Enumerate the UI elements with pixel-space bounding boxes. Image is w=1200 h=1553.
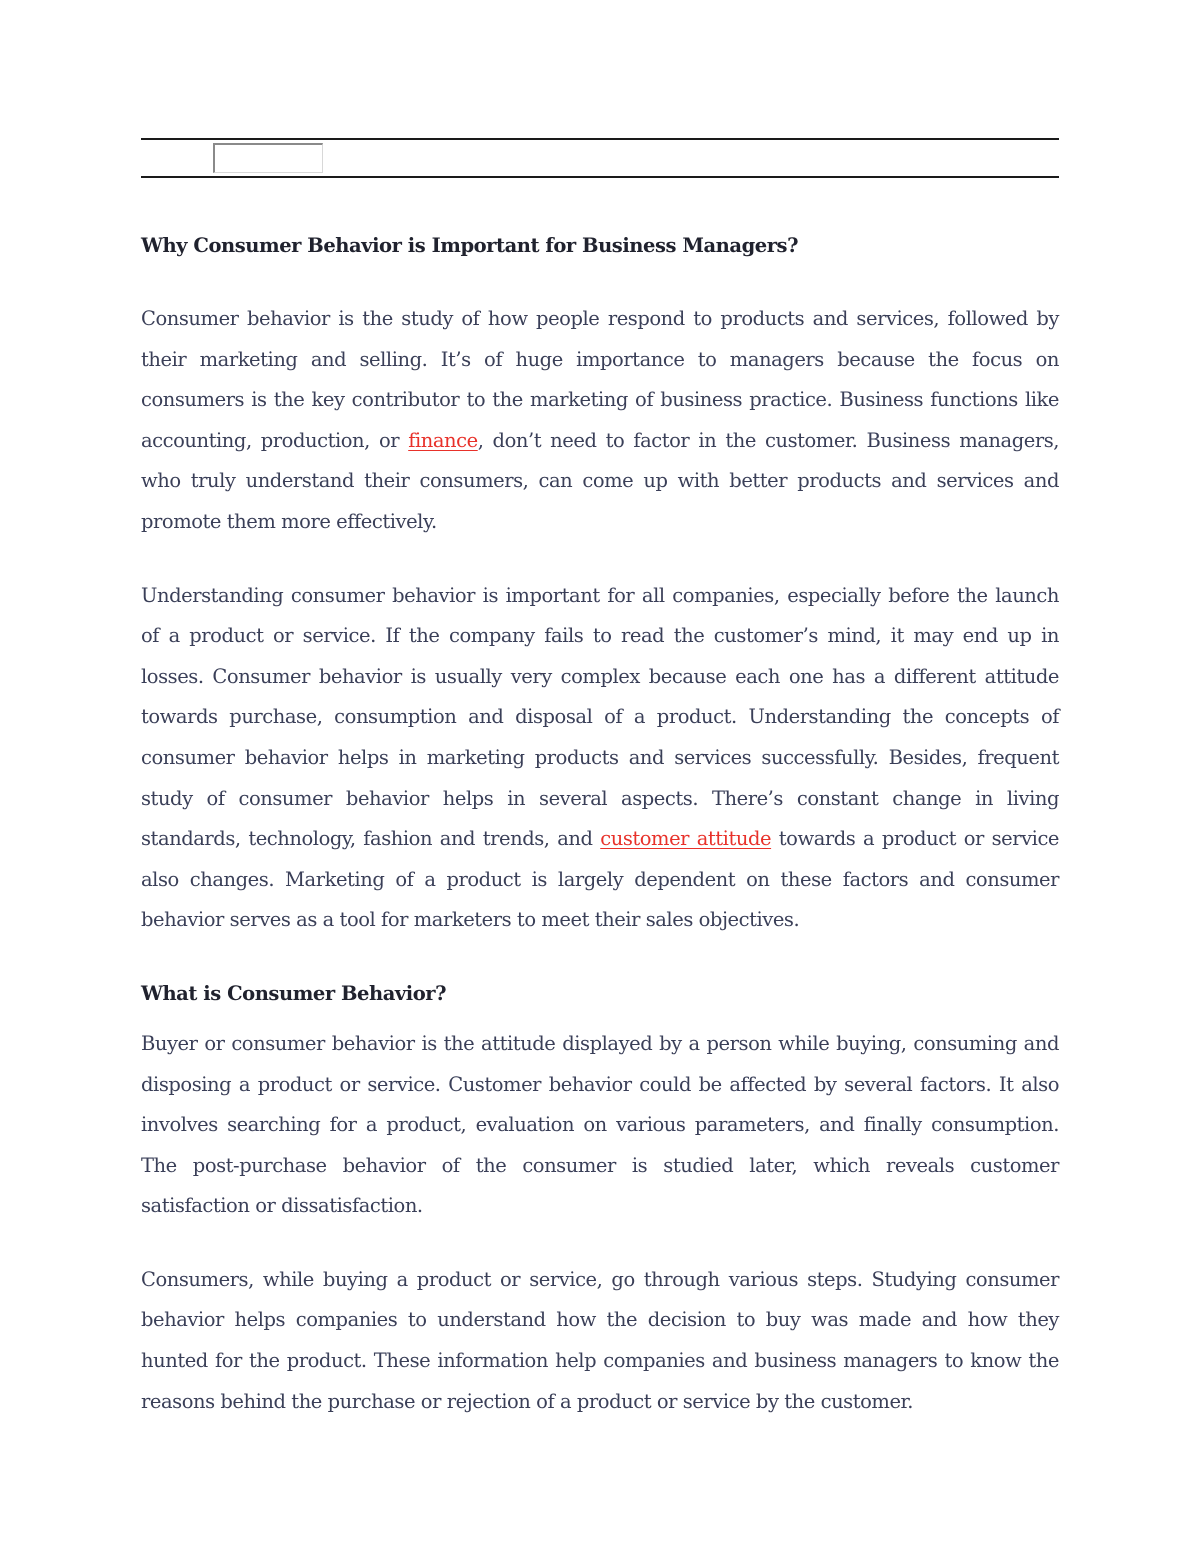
customer-attitude-link[interactable]: customer attitude <box>600 827 772 851</box>
paragraph-text: , don’t need to factor in the customer. Business managers, who truly understand their consumers, can come up with better products and services and promote them more effectively. <box>141 428 1059 533</box>
finance-link[interactable]: finance <box>408 428 478 452</box>
header-empty-box <box>213 143 323 173</box>
paragraph-understanding <box>141 576 1059 941</box>
paragraph-text: Understanding consumer behavior is important for all companies, especially before the launch of a product or service. If the company fails to read the customer’s mind, it may end up in losses. Consumer behavior is usually very complex because each one has a different attitude towards purchase, consumption and disposal of a product. Understanding the concepts of consumer behavior helps in marketing products and services successfully. Besides, frequent study of consumer behavior helps in several aspects. There’s constant change in living standards, technology, fashion and trends, and <box>141 583 1059 851</box>
paragraph-text: towards a product or service also changes. Marketing of a product is largely dependent on these factors and consumer behavior serves as a tool for marketers to meet their sales objectives. <box>141 827 1060 932</box>
bottom-rule <box>141 176 1059 178</box>
header-band <box>141 138 1059 178</box>
paragraph-consumer-steps: Consumers, while buying a product or service, go through various steps. Studying consumer behavior helps companies to understand how the decision to buy was made and how they hunted for the product. These information help companies and business managers to know the reasons behind the purchase or rejection of a product or service by the customer. <box>141 1267 1059 1413</box>
document-content <box>141 226 1059 1422</box>
paragraph-definition <box>141 299 1059 543</box>
section-heading-what-is: What is Consumer Behavior? <box>141 981 447 1005</box>
paragraph-buyer-behavior: Buyer or consumer behavior is the attitude displayed by a person while buying, consuming and disposing a product or service. Customer behavior could be affected by several factors. It also involves searching for a product, evaluation on various parameters, and finally consumption. The post-purchase behavior of the consumer is studied later, which reveals customer satisfaction or dissatisfaction. <box>141 1031 1059 1218</box>
top-rule <box>141 138 1059 140</box>
paragraph-text: Consumer behavior is the study of how people respond to products and services, followed by their marketing and selling. It’s of huge importance to managers because the focus on consumers is the key contributor to the marketing of business practice. Business functions like accounting, production, or <box>141 307 1059 452</box>
section-heading-importance: Why Consumer Behavior is Important for Business Managers? <box>141 234 799 257</box>
